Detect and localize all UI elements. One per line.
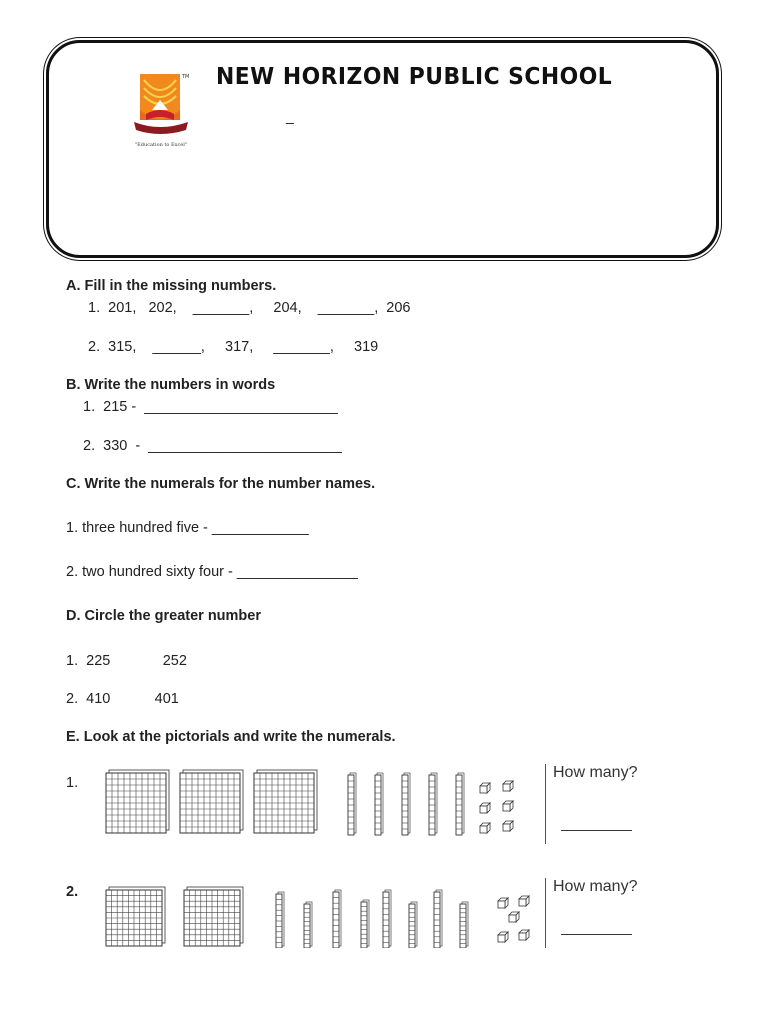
- hundred-block: [106, 770, 169, 833]
- one-cube: [498, 932, 508, 942]
- divider-2: [545, 878, 546, 948]
- ten-rod: [375, 773, 383, 835]
- how-many-2: How many?: [553, 878, 638, 895]
- hundred-block: [180, 770, 243, 833]
- one-cube: [519, 896, 529, 906]
- section-e-q1-number: 1.: [66, 775, 79, 791]
- hundred-block: [184, 887, 243, 946]
- logo-motto: "Education to Excel": [134, 142, 188, 148]
- section-c-q2: 2. two hundred sixty four - _______________: [66, 564, 358, 580]
- section-d-heading: D. Circle the greater number: [66, 608, 261, 624]
- one-cube: [503, 821, 513, 831]
- ten-rod: [333, 890, 341, 948]
- one-cube: [503, 781, 513, 791]
- section-d-q2: 2. 410 401: [66, 691, 179, 707]
- ten-rod: [434, 890, 442, 948]
- ten-rod: [383, 890, 391, 948]
- section-e-q2-number: 2.: [66, 884, 79, 900]
- ten-rod: [304, 902, 312, 948]
- answer-line-1[interactable]: [561, 830, 632, 831]
- logo-mark: TM: [182, 74, 190, 80]
- hundred-block: [254, 770, 317, 833]
- ten-rod: [276, 892, 284, 948]
- pictorial-2: [100, 882, 530, 948]
- one-cube: [509, 912, 519, 922]
- section-b-q2: 2. 330 - ________________________: [83, 438, 342, 454]
- one-cube: [480, 803, 490, 813]
- ten-rod: [460, 902, 468, 948]
- section-a-q2: 2. 315, ______, 317, _______, 319: [88, 339, 379, 355]
- section-b-q1: 1. 215 - ________________________: [83, 399, 338, 415]
- hundred-block: [106, 887, 165, 946]
- section-a-q1: 1. 201, 202, _______, 204, _______, 206: [88, 300, 411, 316]
- one-cube: [503, 801, 513, 811]
- section-a-heading: A. Fill in the missing numbers.: [66, 278, 277, 294]
- ten-rod: [402, 773, 410, 835]
- ten-rod: [348, 773, 356, 835]
- school-logo: [130, 70, 192, 150]
- one-cube: [498, 898, 508, 908]
- section-c-heading: C. Write the numerals for the number names.: [66, 476, 376, 492]
- one-cube: [480, 823, 490, 833]
- section-c-q1: 1. three hundred five - ____________: [66, 520, 309, 536]
- one-cube: [519, 930, 529, 940]
- school-title: NEW HORIZON PUBLIC SCHOOL: [216, 64, 613, 90]
- section-b-heading: B. Write the numbers in words: [66, 377, 276, 393]
- ten-rod: [456, 773, 464, 835]
- pictorial-1: [100, 765, 530, 845]
- how-many-1: How many?: [553, 764, 638, 781]
- one-cube: [480, 783, 490, 793]
- divider-1: [545, 764, 546, 844]
- section-d-q1: 1. 225 252: [66, 653, 187, 669]
- section-e-heading: E. Look at the pictorials and write the numerals.: [66, 729, 396, 745]
- ten-rod: [409, 902, 417, 948]
- ten-rod: [429, 773, 437, 835]
- ten-rod: [361, 900, 369, 948]
- answer-line-2[interactable]: [561, 934, 632, 935]
- header-dash: _: [286, 108, 294, 124]
